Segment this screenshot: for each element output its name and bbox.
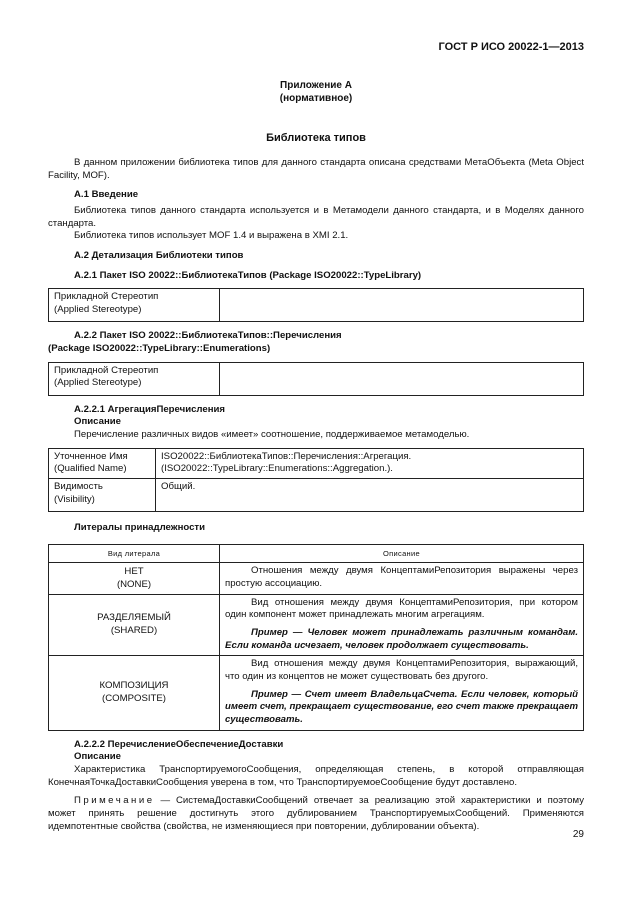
table-row bbox=[49, 448, 584, 478]
literal-name-cell: НЕТ (NONE) bbox=[49, 563, 220, 594]
stereotype-value-cell bbox=[220, 362, 584, 395]
table-header-row bbox=[49, 544, 584, 563]
literal-kind-header: Вид литерала bbox=[49, 544, 220, 563]
qualified-name-label: Уточненное Имя (Qualified Name) bbox=[49, 448, 156, 478]
stereotype-table-a22 bbox=[48, 362, 584, 396]
stereotype-table-a21 bbox=[48, 288, 584, 322]
literals-title: Литералы принадлежности bbox=[74, 521, 206, 533]
stereotype-label-cell: Прикладной Стереотип (Applied Stereotype) bbox=[49, 362, 220, 395]
literal-desc-cell: Отношения между двумя КонцептамиРепозитория выражены через простую ассоциацию. bbox=[220, 563, 584, 594]
section-a222-heading: А.2.2.2 ПеречислениеОбеспечениеДоставки bbox=[74, 738, 284, 750]
library-title: Библиотека типов bbox=[266, 131, 366, 144]
section-a1-paragraph-2: Библиотека типов использует MOF 1.4 и выражена в XMI 2.1. bbox=[74, 230, 349, 242]
standard-header: ГОСТ Р ИСО 20022-1—2013 bbox=[438, 41, 584, 53]
section-a221-heading: А.2.2.1 АгрегацияПеречисления bbox=[74, 403, 226, 415]
qualified-name-value: ISO20022::БиблиотекаТипов::Перечисления::Агрегация. (ISO20022::TypeLibrary::Enumerations::Aggregation.). bbox=[156, 448, 584, 478]
section-a21-heading: А.2.1 Пакет ISO 20022::БиблиотекаТипов (Package ISO20022::TypeLibrary) bbox=[74, 269, 422, 281]
literal-name-cell: РАЗДЕЛЯЕМЫЙ (SHARED) bbox=[49, 594, 220, 656]
literal-example: Пример — Счет имеет ВладельцаСчета. Если человек, который имеет счет, прекращает существование, его счет также прекращает существовать. bbox=[225, 688, 578, 725]
section-a1-paragraph-1: Библиотека типов данного стандарта используется и в Метамодели данного стандарта, и в Моделях данного стандарта. bbox=[48, 205, 584, 229]
intro-paragraph: В данном приложении библиотека типов для данного стандарта описана средствами МетаОбъекта (Meta Object Facility, MOF). bbox=[48, 157, 584, 181]
visibility-label: Видимость (Visibility) bbox=[49, 478, 156, 511]
table-row bbox=[49, 656, 584, 730]
section-a2-heading: А.2 Детализация Библиотеки типов bbox=[74, 249, 244, 261]
table-row bbox=[49, 289, 584, 322]
page-number: 29 bbox=[572, 829, 584, 840]
section-a1-heading: А.1 Введение bbox=[74, 189, 139, 201]
document-page bbox=[48, 40, 584, 833]
qualified-name-table bbox=[48, 448, 584, 512]
literal-description-header: Описание bbox=[220, 544, 584, 563]
appendix-title: Приложение А bbox=[280, 79, 352, 91]
section-a221-desc: Перечисление различных видов «имеет» соотношение, поддерживаемое метамоделью. bbox=[74, 428, 470, 440]
literal-desc-cell: Вид отношения между двумя КонцептамиРепозитория, выражающий, что один из концептов не может существовать без другого. Пример — Счет имеет ВладельцаСчета. Если человек, который имеет счет, прекращает существование, его счет также прекращает существовать. bbox=[220, 656, 584, 730]
table-row bbox=[49, 362, 584, 395]
appendix-heading bbox=[48, 79, 584, 105]
stereotype-value-cell bbox=[220, 289, 584, 322]
literal-example: Пример — Человек может принадлежать различным командам. Если команда исчезает, человек продолжает существовать. bbox=[225, 627, 578, 651]
table-row bbox=[49, 563, 584, 594]
visibility-value: Общий. bbox=[156, 478, 584, 511]
note-text: — СистемаДоставкиСообщений отвечает за реализацию этой характеристики и поэтому может принять решение достигнуть этого дублированием ТранспортируемыхСообщений. Применяются идемпотентные свойства (свойства, не изменяющиеся при повторении, дублировании объекта). bbox=[48, 795, 584, 832]
table-row bbox=[49, 594, 584, 656]
literal-name-cell: КОМПОЗИЦИЯ (COMPOSITE) bbox=[49, 656, 220, 730]
section-a221-desc-label: Описание bbox=[74, 416, 121, 428]
note-label: Примечание bbox=[74, 795, 155, 807]
literals-table bbox=[48, 544, 584, 731]
stereotype-label-cell: Прикладной Стереотип (Applied Stereotype) bbox=[49, 289, 220, 322]
section-a22-heading: А.2.2 Пакет ISO 20022::БиблиотекаТипов::Перечисления (Package ISO20022::TypeLibrary::Enumerations) bbox=[48, 330, 342, 354]
table-row bbox=[49, 478, 584, 511]
appendix-subtitle: (нормативное) bbox=[279, 92, 353, 104]
section-a222-desc: Характеристика ТранспортируемогоСообщения, определяющая степень, в которой отправляющая КонечнаяТочкаДоставкиСообщения уверена в том, что ТранспортируемоеСообщение будут доставлено. bbox=[48, 763, 584, 788]
literal-desc-cell: Вид отношения между двумя КонцептамиРепозитория, при котором один компонент может принадлежать многим агрегациям. Пример — Человек может принадлежать различным командам. Если команда исчезает, человек продолжает существовать. bbox=[220, 594, 584, 656]
section-a222-note bbox=[48, 795, 584, 833]
section-a222-desc-label: Описание bbox=[74, 751, 121, 763]
